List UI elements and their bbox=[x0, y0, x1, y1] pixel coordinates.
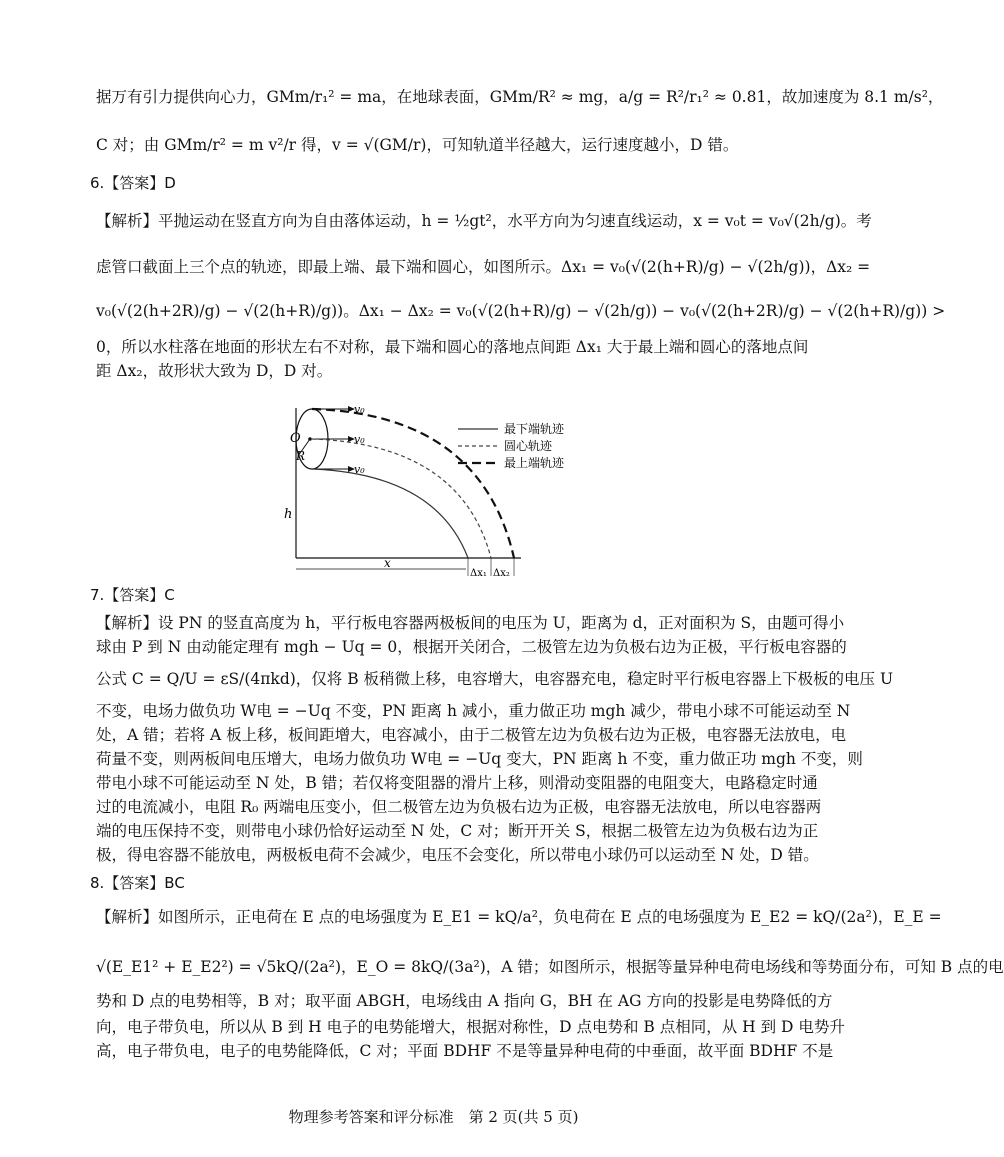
text-line: 【解析】设 PN 的竖直高度为 h，平行板电容器两极板间的电压为 U，距离为 d，正对面积为 S，由题可得小 bbox=[96, 614, 845, 632]
dx2-label: Δx₂ bbox=[493, 568, 510, 579]
text-line: 势和 D 点的电势相等，B 对；取平面 ABGH，电场线由 A 指向 G，BH 在 AG 方向的投影是电势降低的方 bbox=[96, 992, 833, 1010]
legend-top-trajectory: 最上端轨迹 bbox=[504, 456, 565, 470]
radius-label: R bbox=[296, 449, 306, 463]
text-line: 0，所以水柱落在地面的形状左右不对称，最下端和圆心的落地点间距 Δx₁ 大于最上端和圆心的落地点间 bbox=[96, 338, 809, 356]
dx1-label: Δx₁ bbox=[470, 568, 487, 579]
legend-center-trajectory: 圆心轨迹 bbox=[504, 439, 553, 453]
answer-heading-6: 6.【答案】D bbox=[90, 174, 176, 192]
text-line: 过的电流减小，电阻 R₀ 两端电压变小，但二极管左边为负极右边为正极，电容器无法放电，所以电容器两 bbox=[96, 798, 822, 816]
text-line: 高，电子带负电，电子的电势能降低，C 对；平面 BDHF 不是等量异种电荷的中垂面，故平面 BDHF 不是 bbox=[96, 1042, 834, 1060]
text-line: 球由 P 到 N 由动能定理有 mgh − Uq = 0，根据开关闭合，二极管左边为负极右边为正极，平行板电容器的 bbox=[96, 638, 847, 656]
text-line: √(E_E1² + E_E2²) = √5kQ/(2a²)，E_O = 8kQ/(3a²)，A 错；如图所示，根据等量异种电荷电场线和等势面分布，可知 B 点的电 bbox=[96, 958, 1004, 976]
text-line: 不变，电场力做负功 W电 = −Uq 不变，PN 距离 h 减小，重力做正功 mgh 减少，带电小球不可能运动至 N bbox=[96, 702, 851, 720]
text-line: 向，电子带负电，所以从 B 到 H 电子的电势能增大，根据对称性，D 点电势和 B 点相同，从 H 到 D 电势升 bbox=[96, 1018, 845, 1036]
x-label: x bbox=[384, 556, 391, 570]
legend-bottom-trajectory: 最下端轨迹 bbox=[504, 422, 565, 436]
page-footer: 物理参考答案和评分标准 第 2 页(共 5 页) bbox=[288, 1108, 579, 1126]
text-line: 极，得电容器不能放电，两极板电荷不会减少，电压不会变化，所以带电小球仍可以运动至 N 处，D 错。 bbox=[96, 846, 819, 864]
text-line: v₀(√(2(h+2R)/g) − √(2(h+R)/g))。Δx₁ − Δx₂ = v₀(√(2(h+R)/g) − √(2h/g)) − v₀(√(2(h+2R)/g) − √(2(h+R)/g)) > bbox=[96, 302, 946, 320]
v0-label-bottom: v₀ bbox=[354, 463, 365, 476]
text-line: 荷量不变，则两板间电压增大，电场力做负功 W电 = −Uq 变大，PN 距离 h 不变，重力做正功 mgh 不变，则 bbox=[96, 750, 863, 768]
text-line: 距 Δx₂，故形状大致为 D，D 对。 bbox=[96, 362, 333, 380]
text-line: 处，A 错；若将 A 板上移，板间距增大，电容减小，由于二极管左边为负极右边为正极，电容器无法放电，电 bbox=[96, 726, 847, 744]
text-line: C 对；由 GMm/r² = m v²/r 得，v = √(GM/r)，可知轨道半径越大，运行速度越小，D 错。 bbox=[96, 136, 739, 154]
answer-heading-8: 8.【答案】BC bbox=[90, 874, 185, 892]
center-label: O bbox=[290, 431, 301, 446]
v0-label-middle: v₀ bbox=[354, 433, 365, 446]
text-line: 【解析】平抛运动在竖直方向为自由落体运动，h = ½gt²，水平方向为匀速直线运动，x = v₀t = v₀√(2h/g)。考 bbox=[96, 212, 872, 230]
text-line: 【解析】如图所示，正电荷在 E 点的电场强度为 E_E1 = kQ/a²，负电荷在 E 点的电场强度为 E_E2 = kQ/(2a²)，E_E = bbox=[96, 908, 942, 926]
text-line: 带电小球不可能运动至 N 处，B 错；若仅将变阻器的滑片上移，则滑动变阻器的电阻变大，电路稳定时通 bbox=[96, 774, 818, 792]
text-line: 据万有引力提供向心力，GMm/r₁² = ma，在地球表面，GMm/R² ≈ mg，a/g = R²/r₁² ≈ 0.81，故加速度为 8.1 m/s²， bbox=[96, 88, 944, 106]
text-line: 公式 C = Q/U = εS/(4πkd)，仅将 B 板稍微上移，电容增大，电容器充电，稳定时平行板电容器上下极板的电压 U bbox=[96, 670, 894, 688]
v0-label-top: v₀ bbox=[354, 403, 365, 416]
text-line: 端的电压保持不变，则带电小球仍恰好运动至 N 处，C 对；断开开关 S，根据二极管左边为负极右边为正 bbox=[96, 822, 819, 840]
trajectory-figure bbox=[276, 396, 606, 581]
text-line: 虑管口截面上三个点的轨迹，即最上端、最下端和圆心，如图所示。Δx₁ = v₀(√(2(h+R)/g) − √(2h/g))，Δx₂ = bbox=[96, 258, 871, 276]
h-label: h bbox=[284, 507, 293, 522]
answer-heading-7: 7.【答案】C bbox=[90, 586, 175, 604]
